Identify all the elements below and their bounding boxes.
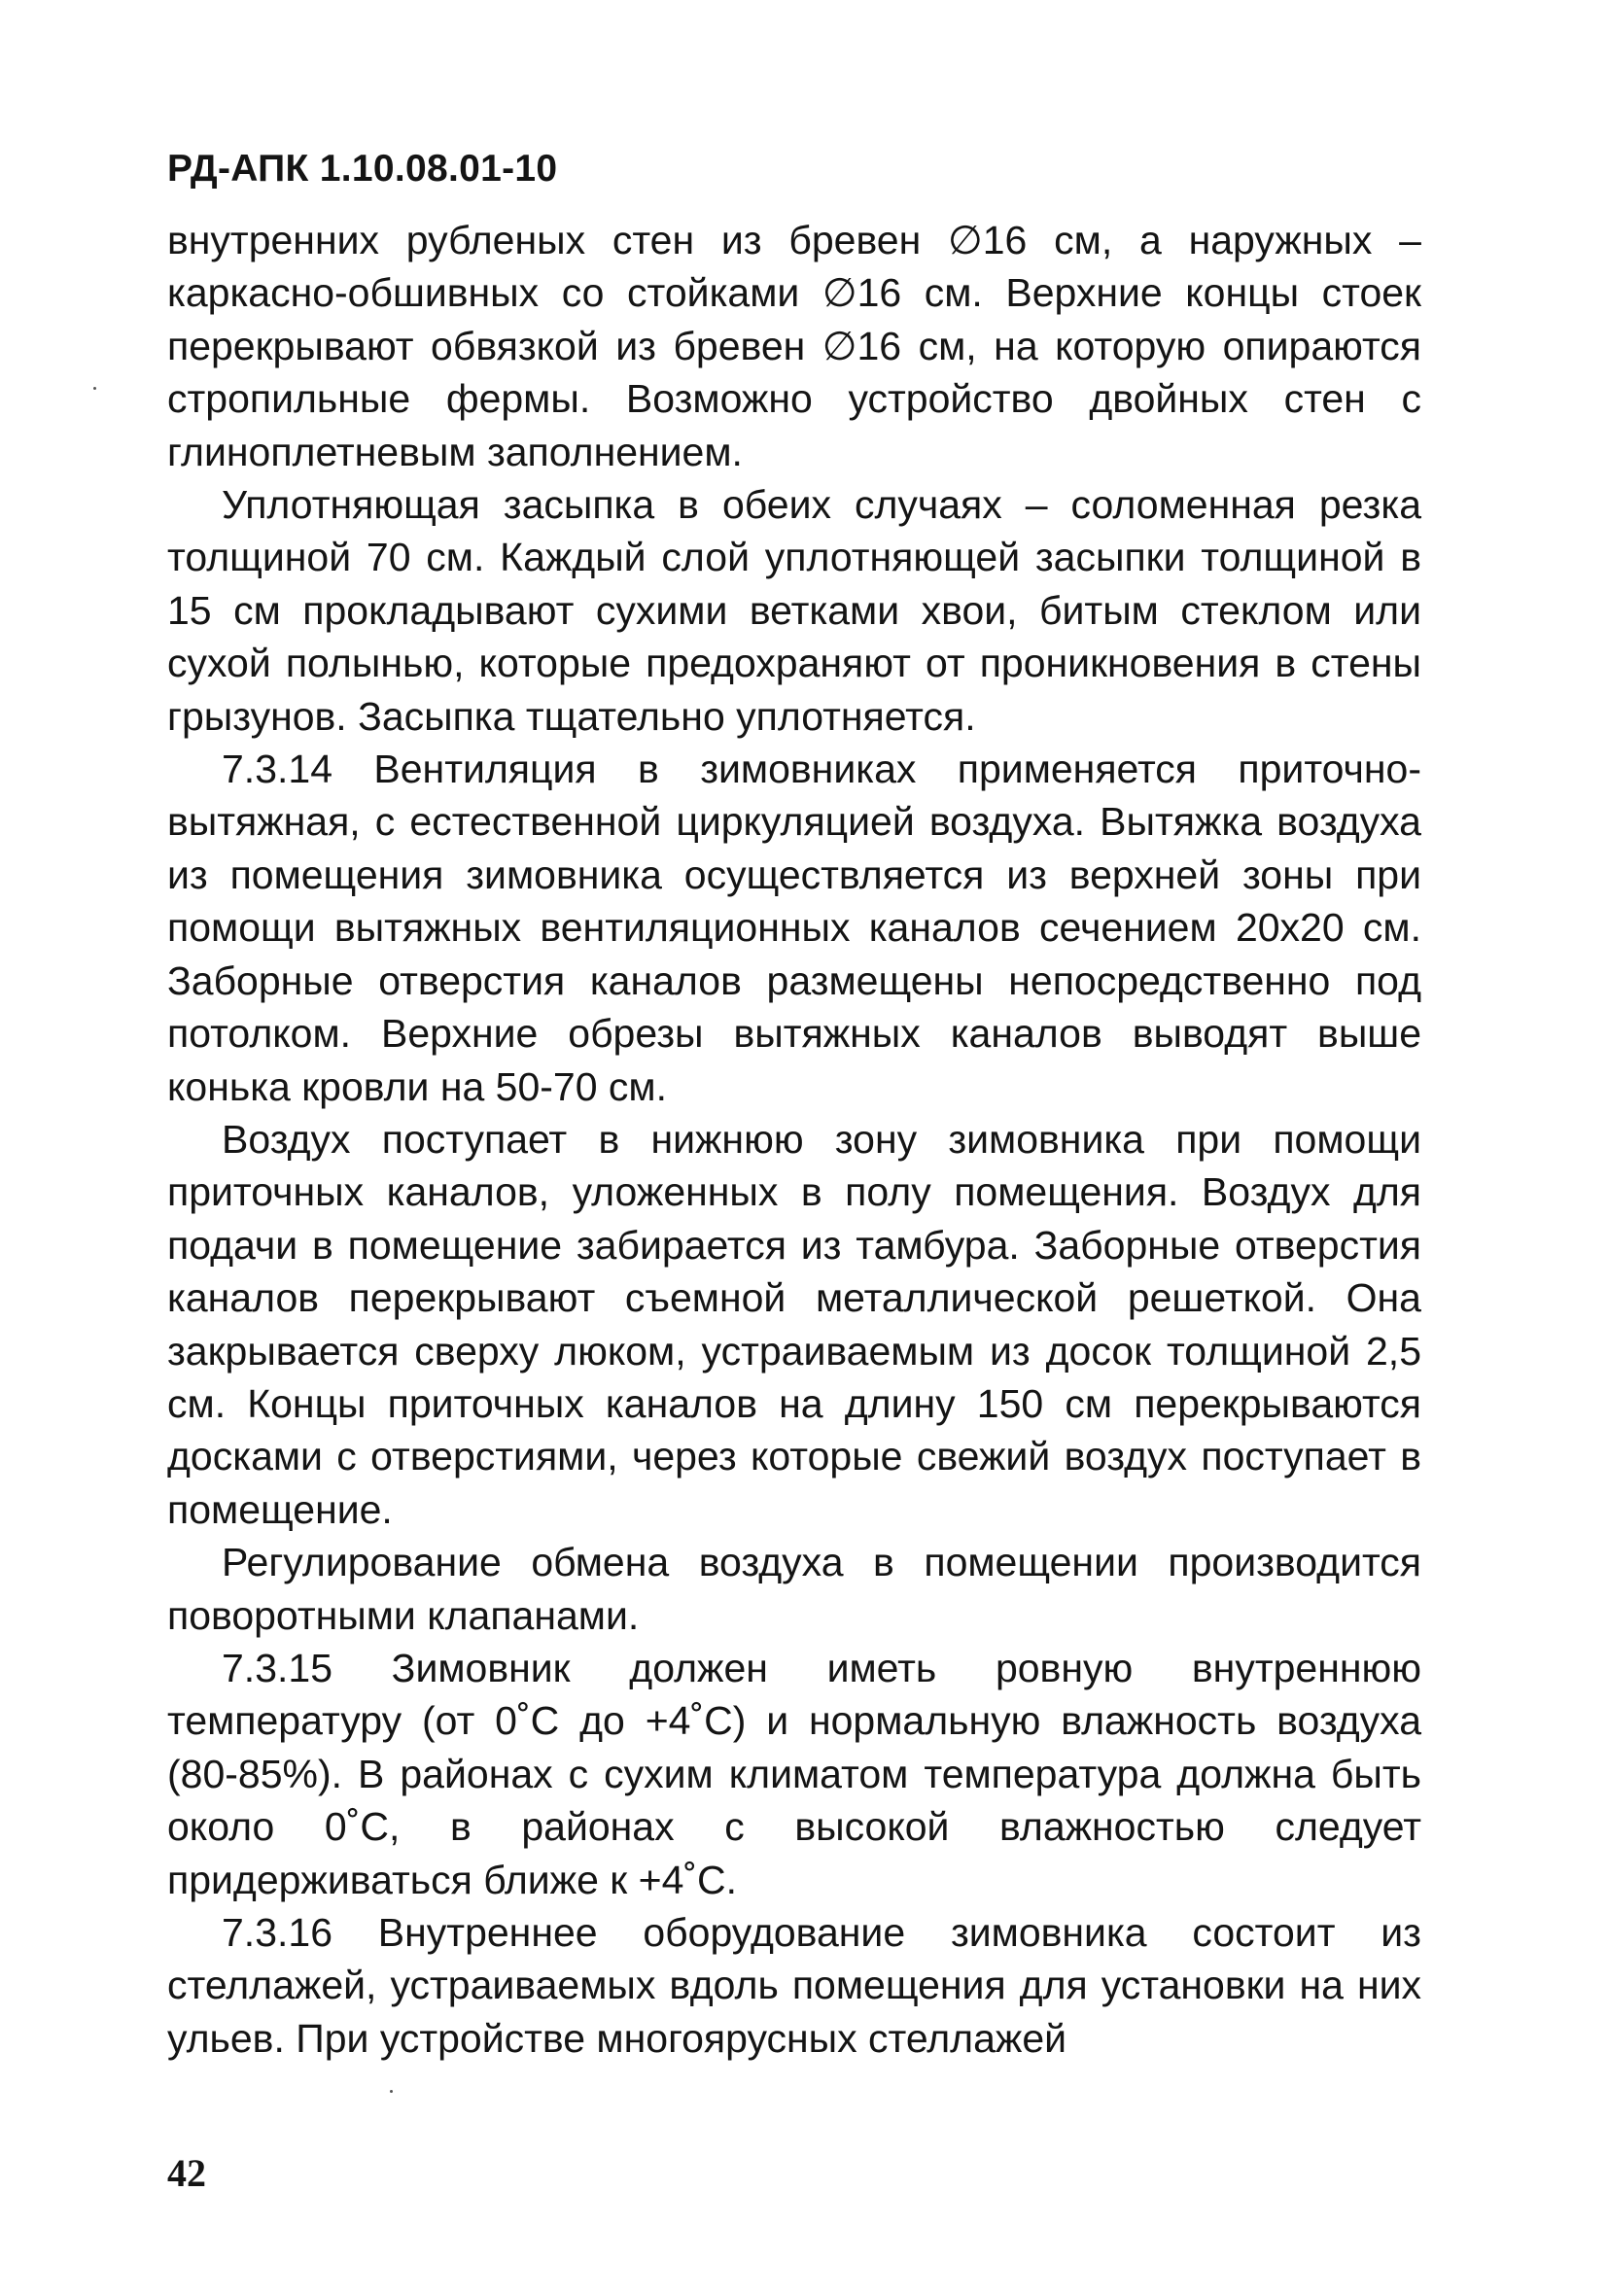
- document-code-header: РД-АПК 1.10.08.01-10: [167, 148, 558, 190]
- page-number: 42: [167, 2151, 206, 2195]
- paragraph-insulation-fill: Уплотняющая засыпка в обеих случаях – соломенная резка толщиной 70 см. Каждый слой уплотняющей засыпки толщиной в 15 см прокладывают сухими ветками хвои, битым стеклом или сухой полынью, которые предохраняют от проникновения в стены грызунов. Засыпка тщательно уплотняется.: [167, 482, 1421, 739]
- document-body: [167, 214, 1421, 2065]
- scan-speck: [93, 387, 96, 390]
- paragraph-7-3-15-temperature: 7.3.15 Зимовник должен иметь ровную внутреннюю температуру (от 0˚С до +4˚С) и нормальную влажность воздуха (80-85%). В районах с сухим климатом температура должна быть около 0˚С, в районах с высокой влажностью следует придерживаться ближе к +4˚С.: [167, 1645, 1421, 1902]
- paragraph-7-3-16-equipment: 7.3.16 Внутреннее оборудование зимовника состоит из стеллажей, устраиваемых вдоль помещения для установки на них ульев. При устройстве многоярусных стеллажей: [167, 1910, 1421, 2061]
- paragraph-walls-continued: внутренних рубленых стен из бревен ∅16 см, а наружных – каркасно-обшивных со стойками ∅16 см. Верхние концы стоек перекрывают обвязкой из бревен ∅16 см, на которую опираются стропильные фермы. Возможно устройство двойных стен с глиноплетневым заполнением.: [167, 218, 1421, 474]
- scan-speck: [390, 2090, 393, 2093]
- paragraph-7-3-14-ventilation: 7.3.14 Вентиляция в зимовниках применяется приточно-вытяжная, с естественной циркуляцией воздуха. Вытяжка воздуха из помещения зимовника осуществляется из верхней зоны при помощи вытяжных вентиляционных каналов сечением 20х20 см. Заборные отверстия каналов размещены непосредственно под потолком. Верхние обрезы вытяжных каналов выводят выше конька кровли на 50-70 см.: [167, 747, 1421, 1109]
- paragraph-supply-channels: Воздух поступает в нижнюю зону зимовника при помощи приточных каналов, уложенных в полу помещения. Воздух для подачи в помещение забирается из тамбура. Заборные отверстия каналов перекрывают съемной металлической решеткой. Она закрывается сверху люком, устраиваемым из досок толщиной 2,5 см. Концы приточных каналов на длину 150 см перекрываются досками с отверстиями, через которые свежий воздух поступает в помещение.: [167, 1116, 1421, 1532]
- paragraph-air-exchange-regulation: Регулирование обмена воздуха в помещении производится поворотными клапанами.: [167, 1540, 1421, 1638]
